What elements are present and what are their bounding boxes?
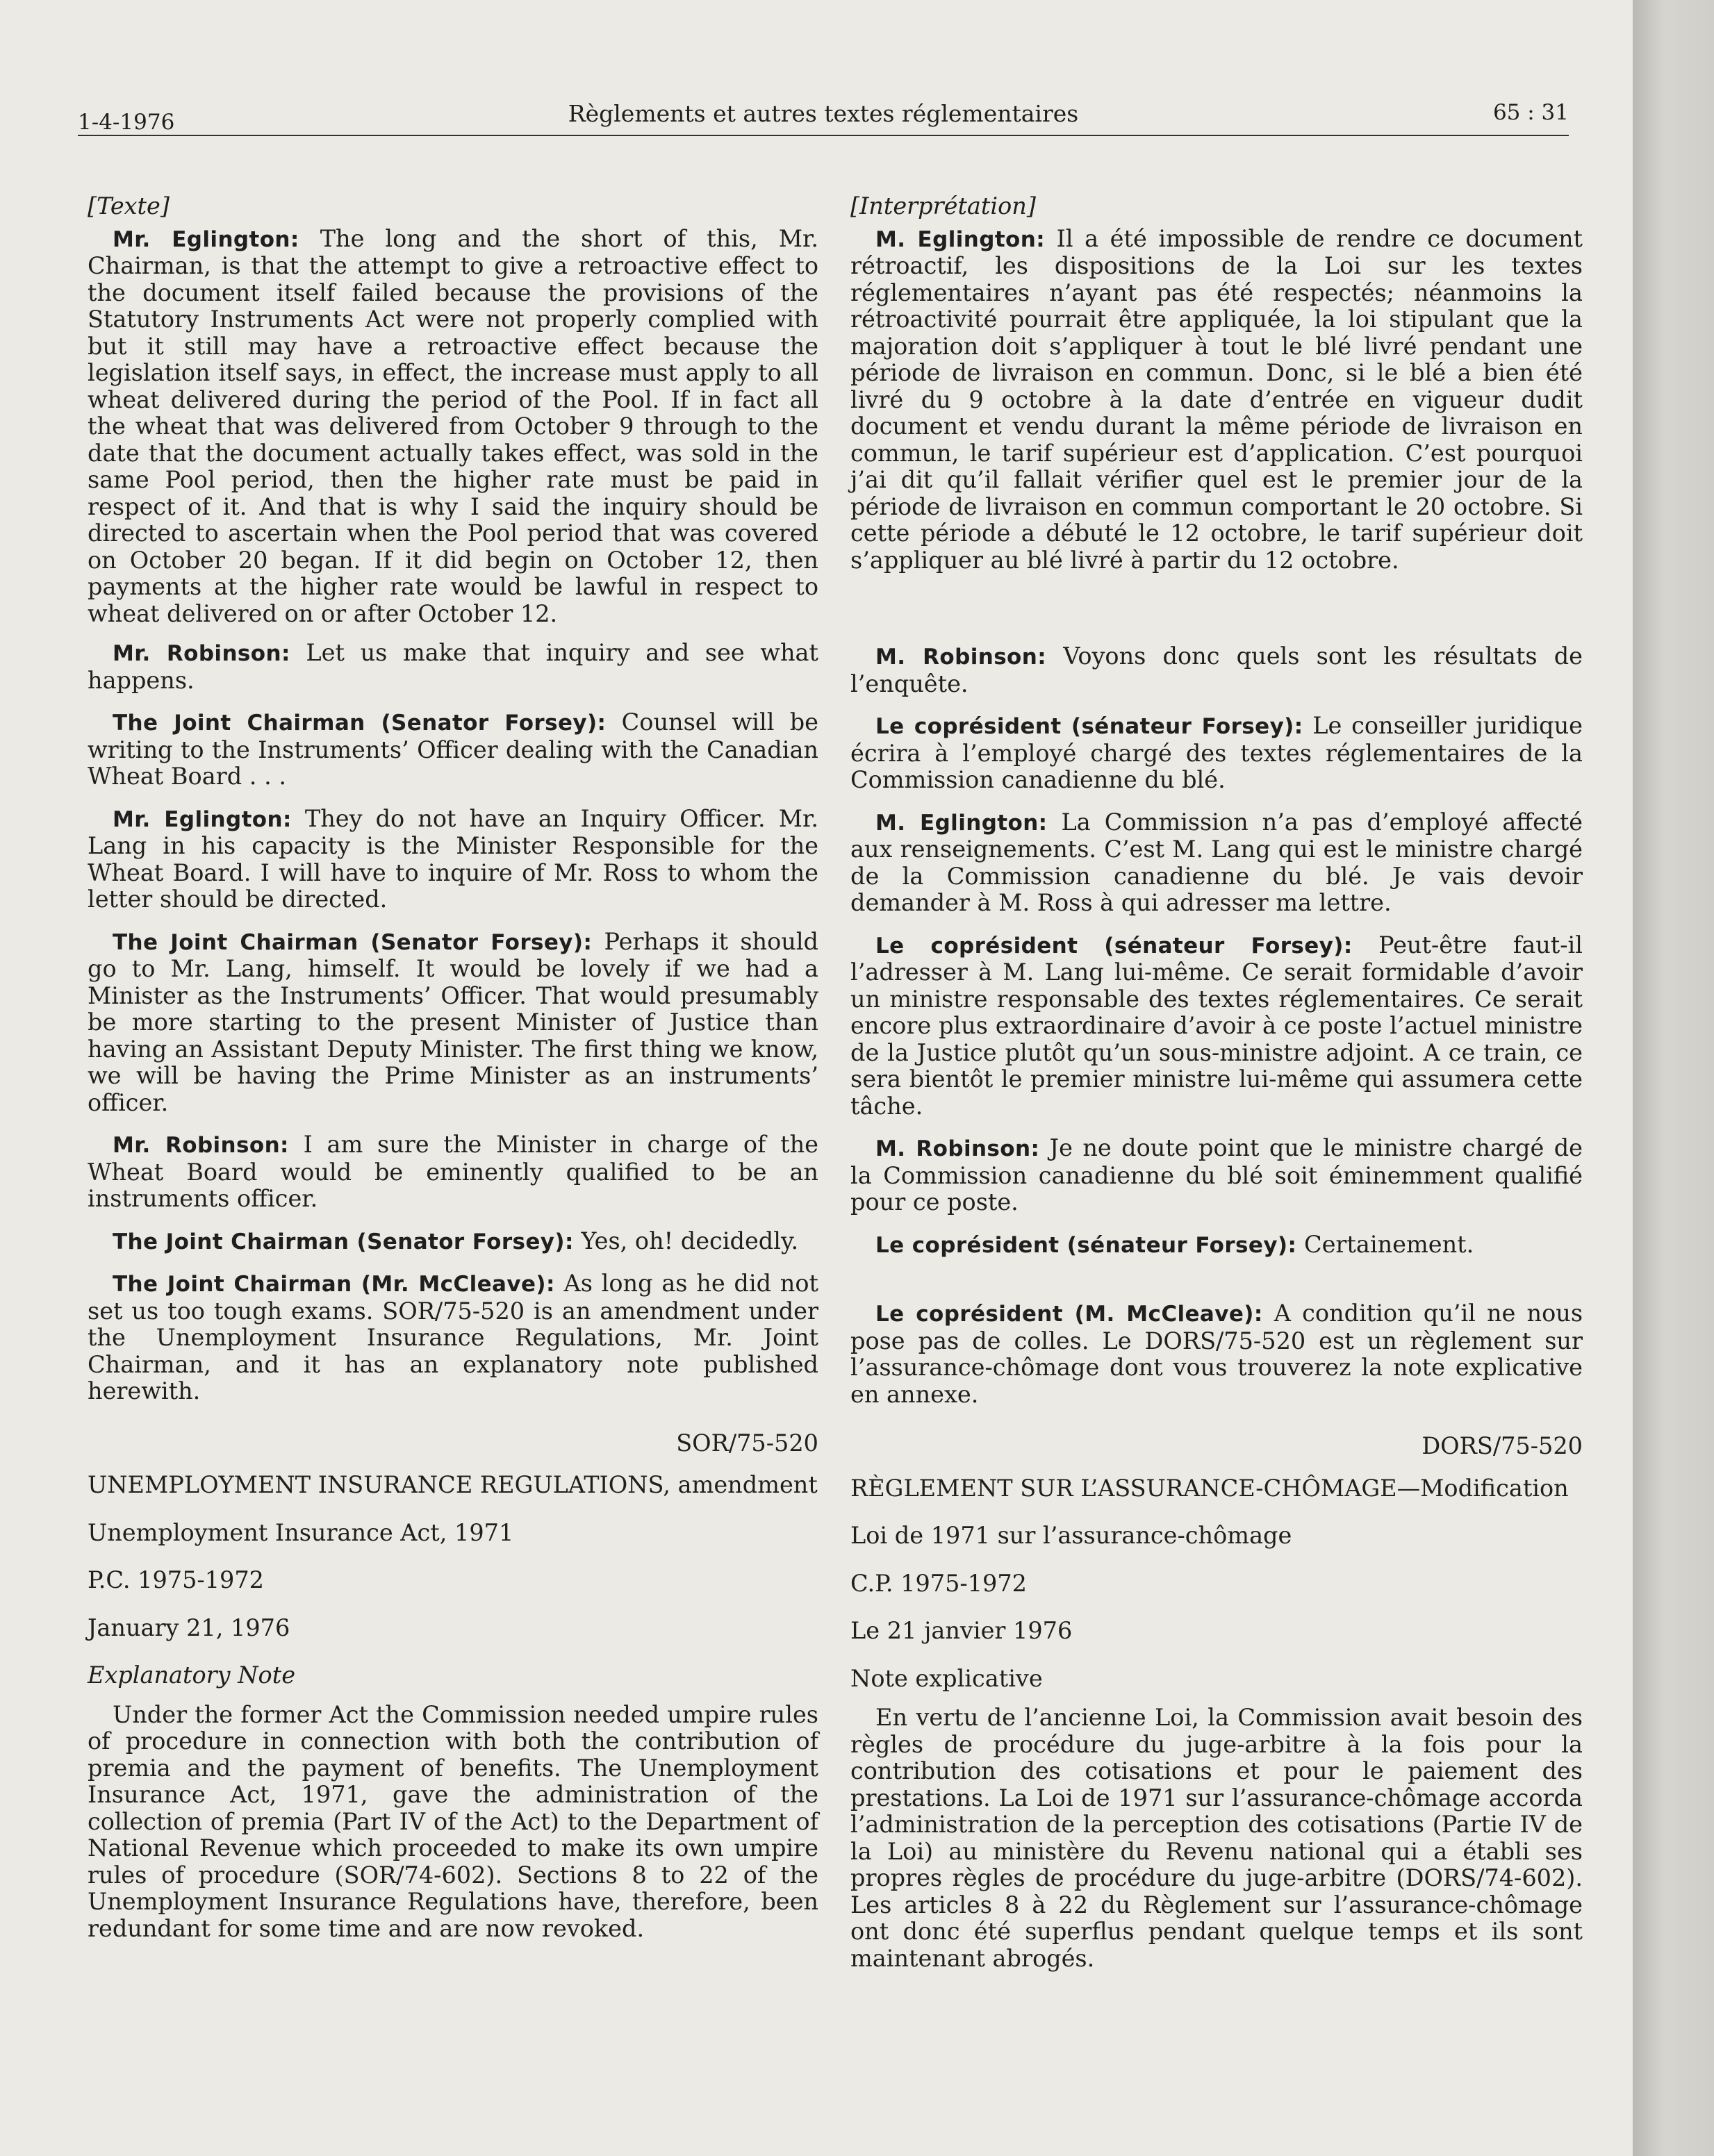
speaker-name: M. Robinson: bbox=[875, 1136, 1040, 1161]
speaker-name: The Joint Chairman (Senator Forsey): bbox=[113, 929, 593, 955]
transcript-paragraph bbox=[850, 226, 1583, 574]
speaker-name: Mr. Eglington: bbox=[113, 226, 299, 252]
speaker-name: M. Robinson: bbox=[875, 645, 1047, 670]
transcript-paragraph bbox=[850, 1300, 1583, 1408]
transcript-paragraph bbox=[88, 1131, 818, 1213]
transcript-paragraph bbox=[850, 809, 1583, 917]
french-column bbox=[850, 193, 1583, 1987]
paragraph-text: Certainement. bbox=[1296, 1230, 1474, 1258]
paragraph-text: Le conseiller juridique écrira à l’employé chargé des textes réglementaires de la Commission canadienne du blé. bbox=[850, 712, 1583, 793]
header-rule bbox=[78, 135, 1569, 136]
transcript-paragraph bbox=[850, 1232, 1583, 1259]
explanatory-note-text: Under the former Act the Commission needed umpire rules of procedure in connection with both the contribution of premia and the payment of benefits. The Unemployment Insurance Act, 1971, gave the administration of the collection of premia (Part IV of the Act) to the Department of National Revenue which proceeded to make its own umpire rules of procedure (SOR/74-602). Sections 8 to 22 of the Unemployment Insurance Regulations have, therefore, been redundant for some time and are now revoked. bbox=[88, 1700, 818, 1942]
paragraph-text: Peut-être faut-il l’adresser à M. Lang lui-même. Ce serait formidable d’avoir un ministre responsable des textes réglementaires. Ce serait encore plus extraordinaire d’avoir à ce poste l’actuel ministre de la Justice plutôt qu’un sous-ministre adjoint. A ce train, ce sera bientôt le premier ministre lui-même qui assumera cette tâche. bbox=[850, 931, 1583, 1120]
section-label: [Interprétation] bbox=[850, 192, 1036, 219]
regulation-reference: DORS/75-520 bbox=[1422, 1432, 1583, 1459]
paragraph-text: As long as he did not set us too tough exams. SOR/75-520 is an amendment under the Unemployment Insurance Regulations, Mr. Joint Chairman, and it has an explanatory note published herewith. bbox=[88, 1270, 818, 1404]
english-column bbox=[88, 193, 818, 1957]
transcript-paragraph bbox=[88, 806, 818, 913]
regulation-reference: SOR/75-520 bbox=[676, 1429, 818, 1457]
transcript-paragraph bbox=[850, 932, 1583, 1120]
paragraph-text: A condition qu’il ne nous pose pas de colles. Le DORS/75-520 est un règlement sur l’assurance-chômage dont vous trouverez la note explicative en annexe. bbox=[850, 1300, 1583, 1408]
speaker-name: Le coprésident (sénateur Forsey): bbox=[875, 933, 1353, 959]
transcript-paragraph bbox=[88, 709, 818, 790]
transcript-paragraph bbox=[88, 226, 818, 628]
section-label: [Texte] bbox=[88, 192, 170, 219]
speaker-name: Mr. Eglington: bbox=[113, 806, 292, 832]
transcript-paragraph bbox=[88, 1228, 818, 1256]
note-heading: Note explicative bbox=[850, 1664, 1043, 1692]
explanatory-note-text: En vertu de l’ancienne Loi, la Commission avait besoin des règles de procédure du juge-arbitre à la fois pour la contribution des cotisations et pour le paiement des prestations. La Loi de 1971 sur l’assurance-chômage accorda l’administration de la perception des cotisations (Partie IV de la Loi) au ministère du Revenu national qui a établi ses propres règles de procédure du juge-arbitre (DORS/74-602). Les articles 8 à 22 du Règlement sur l’assurance-chômage ont donc été superflus pendant quelque temps et ils sont maintenant abrogés. bbox=[850, 1704, 1583, 1972]
transcript-paragraph bbox=[88, 1270, 818, 1405]
speaker-name: M. Eglington: bbox=[875, 810, 1048, 836]
speaker-name: The Joint Chairman (Senator Forsey): bbox=[113, 1229, 574, 1254]
speaker-name: Mr. Robinson: bbox=[113, 1133, 289, 1158]
paragraph-text: Perhaps it should go to Mr. Lang, himself. It would be lovely if we had a Minister as the Instruments’ Officer. That would presumably be more starting to the present Minister of Justice than having an Assistant Deputy Minister. The first thing we know, we will be having the Prime Minister as an instruments’ officer. bbox=[88, 927, 818, 1116]
paragraph-text: I am sure the Minister in charge of the Wheat Board would be eminently qualified to be an instruments officer. bbox=[88, 1131, 818, 1212]
privy-council-number: P.C. 1975-1972 bbox=[88, 1566, 264, 1593]
page-number: 65 : 31 bbox=[1492, 100, 1569, 125]
page-header bbox=[78, 100, 1569, 135]
paragraph-text: Counsel will be writing to the Instruments’ Officer dealing with the Canadian Wheat Board . . . bbox=[88, 708, 819, 790]
regulation-title: RÈGLEMENT SUR L’ASSURANCE-CHÔMAGE—Modification bbox=[850, 1474, 1569, 1502]
paragraph-text: La Commission n’a pas d’employé affecté aux renseignements. C’est M. Lang qui est le ministre chargé de la Commission canadienne du blé. Je vais devoir demander à M. Ross à qui adresser ma lettre. bbox=[850, 808, 1583, 916]
paragraph-text: Let us make that inquiry and see what happens. bbox=[88, 639, 818, 694]
header-title: Règlements et autres textes réglementaires bbox=[568, 100, 1079, 127]
paragraph-text: They do not have an Inquiry Officer. Mr. Lang in his capacity is the Minister Responsible for the Wheat Board. I will have to inquire of Mr. Ross to whom the letter should be directed. bbox=[88, 804, 818, 913]
speaker-name: Le coprésident (M. McCleave): bbox=[875, 1302, 1263, 1327]
paragraph-text: Il a été impossible de rendre ce document rétroactif, les dispositions de la Loi sur les textes réglementaires n’ayant pas été respectés; néanmoins la rétroactivité pourrait être appliquée, la loi stipulant que la majoration doit s’appliquer à tout le blé livré pendant une période de livraison en commun. Donc, si le blé a bien été livré du 9 octobre à la date d’entrée en vigueur dudit document et vendu durant la même période de livraison en commun, le tarif supérieur est d’application. C’est pourquoi j’ai dit qu’il fallait vérifier quel est le premier jour de la période de livraison en commun comportant le 20 octobre. Si cette période a débuté le 12 octobre, le tarif supérieur doit s’appliquer au blé livré à partir du 12 octobre. bbox=[850, 224, 1583, 574]
transcript-paragraph bbox=[850, 643, 1583, 697]
transcript-paragraph bbox=[88, 640, 818, 694]
speaker-name: The Joint Chairman (Mr. McCleave): bbox=[113, 1272, 555, 1297]
speaker-name: M. Eglington: bbox=[875, 226, 1046, 252]
paragraph-text: The long and the short of this, Mr. Chairman, is that the attempt to give a retroactive effect to the document itself failed because the provisions of the Statutory Instruments Act were not properly complied with but it still may have a retroactive effect because the legislation itself says, in effect, the increase must apply to all wheat delivered during the period of the Pool. If in fact all the wheat that was delivered from October 9 through to the date that the document actually takes effect, was sold in the same Pool period, then the higher rate must be paid in respect of it. And that is why I said the inquiry should be directed to ascertain when the Pool period that was covered on October 20 began. If it did begin on October 12, then payments at the higher rate would be lawful in respect to wheat delivered on or after October 12. bbox=[88, 224, 818, 627]
transcript-paragraph bbox=[850, 713, 1583, 794]
regulation-title: UNEMPLOYMENT INSURANCE REGULATIONS, amendment bbox=[88, 1471, 818, 1498]
header-date: 1-4-1976 bbox=[78, 110, 175, 135]
regulation-date: Le 21 janvier 1976 bbox=[850, 1617, 1073, 1644]
page-edge bbox=[1633, 0, 1714, 2156]
privy-council-number: C.P. 1975-1972 bbox=[850, 1569, 1027, 1597]
paragraph-text: Voyons donc quels sont les résultats de l’enquête. bbox=[850, 642, 1583, 697]
speaker-name: Mr. Robinson: bbox=[113, 641, 290, 666]
speaker-name: Le coprésident (sénateur Forsey): bbox=[875, 1232, 1297, 1258]
speaker-name: Le coprésident (sénateur Forsey): bbox=[875, 714, 1303, 739]
transcript-paragraph bbox=[88, 929, 818, 1117]
paragraph-text: Yes, oh! decidedly. bbox=[573, 1227, 799, 1254]
note-heading: Explanatory Note bbox=[88, 1661, 296, 1689]
transcript-paragraph bbox=[850, 1135, 1583, 1216]
regulation-date: January 21, 1976 bbox=[88, 1614, 290, 1641]
enabling-act: Loi de 1971 sur l’assurance-chômage bbox=[850, 1522, 1292, 1549]
speaker-name: The Joint Chairman (Senator Forsey): bbox=[113, 711, 607, 736]
enabling-act: Unemployment Insurance Act, 1971 bbox=[88, 1518, 514, 1546]
paragraph-text: Je ne doute point que le ministre chargé de la Commission canadienne du blé soit éminemment qualifié pour ce poste. bbox=[850, 1134, 1583, 1216]
